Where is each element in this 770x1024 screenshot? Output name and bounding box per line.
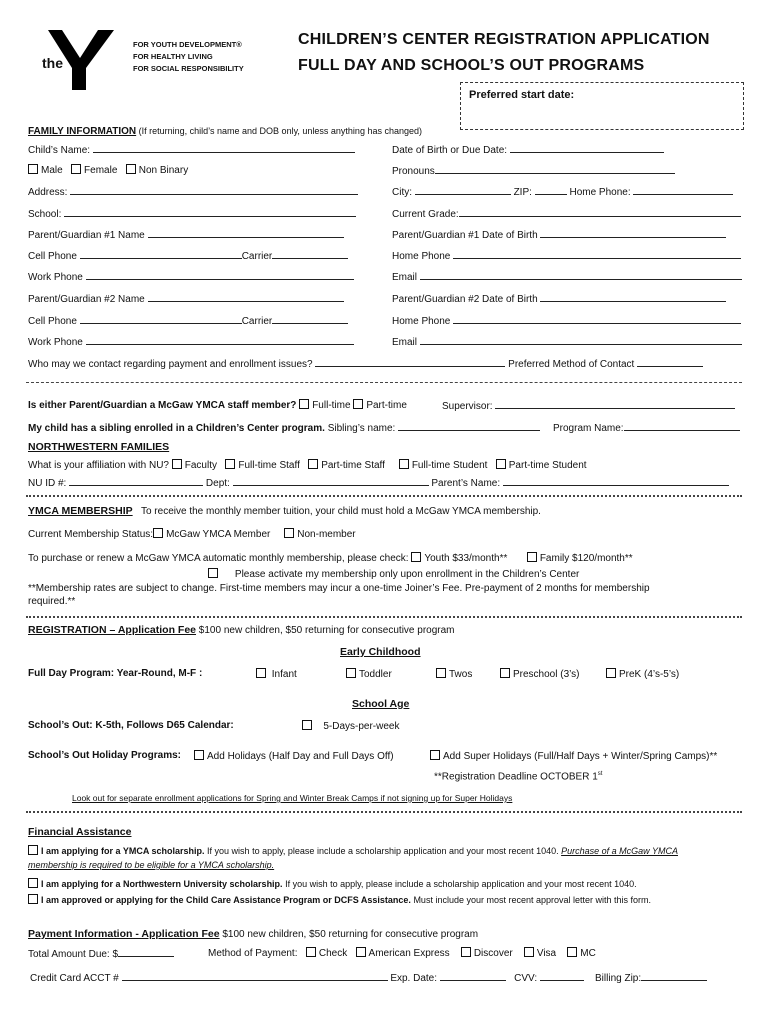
nu-ft-student-checkbox[interactable] xyxy=(399,459,409,469)
divider xyxy=(26,495,742,497)
membership-rates-note-2: required.** xyxy=(28,596,76,607)
add-super-holidays-checkbox[interactable] xyxy=(430,750,440,760)
ccap-option[interactable]: I am approved or applying for the Child Care Assistance Program or DCFS Assistance. Must include your most recent approval letter with this form. xyxy=(28,894,651,905)
twos-checkbox[interactable] xyxy=(436,668,446,678)
work-phone-1-field[interactable]: Work Phone xyxy=(28,270,354,283)
ymca-scholarship-option[interactable]: I am applying for a YMCA scholarship. If you wish to apply, please include a scholarship application and your most recent 1040. Purchase of a McGaw YMCA xyxy=(28,845,678,856)
membership-purchase-options[interactable]: To purchase or renew a McGaw YMCA automatic monthly membership, please check: Youth $33/month** Family $120/month** xyxy=(28,553,633,564)
nu-scholarship-option[interactable]: I am applying for a Northwestern University scholarship. If you wish to apply, please include a scholarship application and your most recent 1040. xyxy=(28,878,637,889)
mc-checkbox[interactable] xyxy=(567,947,577,957)
amex-checkbox[interactable] xyxy=(356,947,366,957)
divider xyxy=(26,382,742,383)
sibling-field[interactable]: My child has a sibling enrolled in a Children’s Center program. Sibling’s name: xyxy=(28,421,540,434)
non-member-checkbox[interactable] xyxy=(284,528,294,538)
school-age-heading: School Age xyxy=(352,698,410,710)
nu-pt-student-checkbox[interactable] xyxy=(496,459,506,469)
cell-phone-2-field[interactable]: Cell Phone Carrier xyxy=(28,314,348,327)
infant-option[interactable]: Infant xyxy=(256,668,297,680)
activate-checkbox[interactable] xyxy=(208,568,218,578)
logo-tagline-1: FOR YOUTH DEVELOPMENT® xyxy=(133,40,242,49)
nu-id-dept-field[interactable]: NU ID #: Dept: Parent’s Name: xyxy=(28,476,729,489)
youth-membership-checkbox[interactable] xyxy=(411,552,421,562)
email-1-field[interactable]: Email xyxy=(392,270,742,283)
preferred-start-date-label: Preferred start date: xyxy=(469,89,575,101)
form-title: CHILDREN’S CENTER REGISTRATION APPLICATION xyxy=(298,31,710,48)
pg1-dob-field[interactable]: Parent/Guardian #1 Date of Birth xyxy=(392,228,726,241)
school-field[interactable]: School: xyxy=(28,207,356,220)
family-heading: FAMILY INFORMATION (If returning, child’s name and DOB only, unless anything has changed) xyxy=(28,126,422,137)
pg2-dob-field[interactable]: Parent/Guardian #2 Date of Birth xyxy=(392,292,726,305)
child-name-field[interactable]: Child’s Name: xyxy=(28,143,355,156)
address-field[interactable]: Address: xyxy=(28,185,358,198)
gender-options[interactable]: Male Female Non Binary xyxy=(28,164,188,176)
ccap-checkbox[interactable] xyxy=(28,894,38,904)
logo-the: the xyxy=(42,55,63,71)
membership-rates-note: **Membership rates are subject to change. First-time members may incur a one-time Joiner’s Fee. Pre-payment of 2 months for membership xyxy=(28,583,650,594)
preferred-start-date-box[interactable] xyxy=(460,82,744,130)
member-checkbox[interactable] xyxy=(153,528,163,538)
registration-deadline: **Registration Deadline OCTOBER 1st xyxy=(434,771,603,783)
membership-heading: YMCA MEMBERSHIP To receive the monthly member tuition, your child must hold a McGaw YMCA membership. xyxy=(28,505,541,517)
five-days-checkbox[interactable] xyxy=(302,720,312,730)
visa-checkbox[interactable] xyxy=(524,947,534,957)
nu-ft-staff-checkbox[interactable] xyxy=(225,459,235,469)
female-checkbox[interactable] xyxy=(71,164,81,174)
toddler-option[interactable]: Toddler xyxy=(346,668,392,680)
twos-option[interactable]: Twos xyxy=(436,668,472,680)
payment-heading: Payment Information - Application Fee $100 new children, $50 returning for consecutive program xyxy=(28,928,479,940)
nu-scholarship-checkbox[interactable] xyxy=(28,878,38,888)
check-checkbox[interactable] xyxy=(306,947,316,957)
toddler-checkbox[interactable] xyxy=(346,668,356,678)
prek-checkbox[interactable] xyxy=(606,668,616,678)
payment-method-options[interactable]: Method of Payment: Check American Express Discover Visa MC xyxy=(208,948,596,959)
cell-phone-1-field[interactable]: Cell Phone Carrier xyxy=(28,249,348,262)
activate-membership-option[interactable]: Please activate my membership only upon enrollment in the Children’s Center xyxy=(208,568,579,580)
schools-out-label: School’s Out: K-5th, Follows D65 Calendar: xyxy=(28,720,234,731)
northwestern-heading: NORTHWESTERN FAMILIES xyxy=(28,441,170,453)
separate-enrollment-note: Look out for separate enrollment applications for Spring and Winter Break Camps if not signing up for Super Holidays xyxy=(72,793,513,803)
pronouns-field[interactable]: Pronouns xyxy=(392,164,675,177)
logo-tagline-2: FOR HEALTHY LIVING xyxy=(133,52,213,61)
pg2-name-field[interactable]: Parent/Guardian #2 Name xyxy=(28,292,344,305)
male-checkbox[interactable] xyxy=(28,164,38,174)
child-dob-field[interactable]: Date of Birth or Due Date: xyxy=(392,143,664,156)
credit-card-field[interactable]: Credit Card ACCT # Exp. Date: CVV: Billing Zip: xyxy=(30,971,707,984)
divider xyxy=(26,616,742,618)
home-phone-2-field[interactable]: Home Phone xyxy=(392,314,741,327)
registration-heading: REGISTRATION – Application Fee $100 new children, $50 returning for consecutive program xyxy=(28,624,455,636)
program-name-field[interactable]: Program Name: xyxy=(553,421,740,434)
holiday-programs-label: School’s Out Holiday Programs: xyxy=(28,750,181,761)
non-binary-checkbox[interactable] xyxy=(126,164,136,174)
add-holidays-option[interactable]: Add Holidays (Half Day and Full Days Off) xyxy=(194,750,394,762)
discover-checkbox[interactable] xyxy=(461,947,471,957)
full-day-program-label: Full Day Program: Year-Round, M-F : xyxy=(28,668,203,679)
logo-tagline-3: FOR SOCIAL RESPONSIBILITY xyxy=(133,64,244,73)
prek-option[interactable]: PreK (4’s-5’s) xyxy=(606,668,679,680)
supervisor-field[interactable]: Supervisor: xyxy=(442,399,735,412)
form-subtitle: FULL DAY AND SCHOOL’S OUT PROGRAMS xyxy=(298,57,645,74)
early-childhood-heading: Early Childhood xyxy=(340,646,421,658)
contact-person-field[interactable]: Who may we contact regarding payment and enrollment issues? Preferred Method of Contact xyxy=(28,357,703,370)
nu-faculty-checkbox[interactable] xyxy=(172,459,182,469)
nu-affiliation-options[interactable]: What is your affiliation with NU? Faculty Full-time Staff Part-time Staff Full-time Student Part-time Student xyxy=(28,460,587,471)
home-phone-1-field[interactable]: Home Phone xyxy=(392,249,741,262)
divider xyxy=(26,811,742,813)
ymca-scholarship-checkbox[interactable] xyxy=(28,845,38,855)
family-membership-checkbox[interactable] xyxy=(527,552,537,562)
pg1-name-field[interactable]: Parent/Guardian #1 Name xyxy=(28,228,344,241)
city-zip-phone-field[interactable]: City: ZIP: Home Phone: xyxy=(392,185,733,198)
infant-checkbox[interactable] xyxy=(256,668,266,678)
total-amount-field[interactable]: Total Amount Due: $ xyxy=(28,947,174,960)
work-phone-2-field[interactable]: Work Phone xyxy=(28,335,354,348)
preschool-option[interactable]: Preschool (3’s) xyxy=(500,668,580,680)
ymca-scholarship-requirement: membership is required to be eligible for a YMCA scholarship. xyxy=(28,860,275,870)
nu-pt-staff-checkbox[interactable] xyxy=(308,459,318,469)
financial-heading: Financial Assistance xyxy=(28,826,132,838)
current-grade-field[interactable]: Current Grade: xyxy=(392,207,741,220)
five-days-option[interactable]: 5-Days-per-week xyxy=(302,720,399,732)
add-holidays-checkbox[interactable] xyxy=(194,750,204,760)
membership-status-options[interactable]: Current Membership Status: McGaw YMCA Member Non-member xyxy=(28,529,356,540)
logo-ymca-text: YMCA xyxy=(88,68,97,87)
staff-fulltime-checkbox[interactable] xyxy=(299,399,309,409)
staff-parttime-checkbox[interactable] xyxy=(353,399,363,409)
add-super-holidays-option[interactable]: Add Super Holidays (Full/Half Days + Winter/Spring Camps)** xyxy=(430,750,717,762)
preschool-checkbox[interactable] xyxy=(500,668,510,678)
staff-member-question[interactable]: Is either Parent/Guardian a McGaw YMCA staff member? Full-time Part-time xyxy=(28,400,407,411)
email-2-field[interactable]: Email xyxy=(392,335,742,348)
